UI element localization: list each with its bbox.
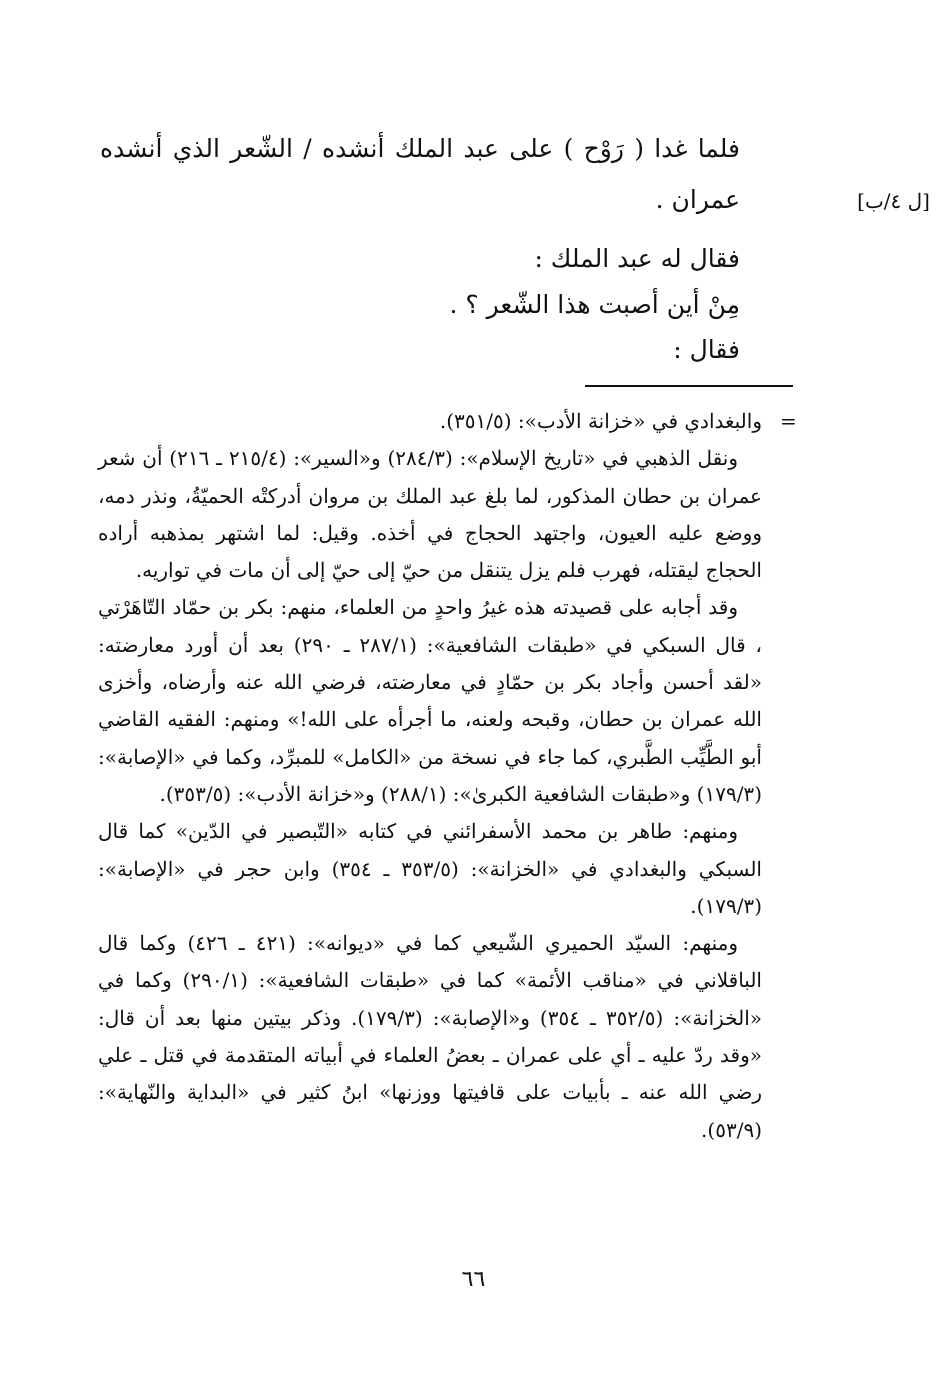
footnote-continuation-mark: = <box>780 409 797 433</box>
main-text-line-5: فقال : <box>673 335 740 364</box>
main-text-line-2: عمران . <box>655 185 740 214</box>
footnotes <box>98 403 762 1149</box>
footnote-paragraph: ومنهم: طاهر بن محمد الأسفرائني في كتابه «التّبصير في الدّين» كما قال السبكي والبغدادي في «الخزانة»: (٣٥٣/٥ ـ ٣٥٤) وابن حجر في «الإصابة»: (١٧٩/٣). <box>98 819 762 918</box>
main-text-line-1: فلما غدا ( رَوْح ) على عبد الملك أنشده / الشّعر الذي أنشده <box>100 134 740 163</box>
page-number: ٦٦ <box>461 1267 486 1292</box>
main-text-line-4: مِنْ أين أصبت هذا الشّعر ؟ . <box>449 290 740 319</box>
footnote-paragraph: ومنهم: السيّد الحميري الشّيعي كما في «ديوانه»: (٤٢١ ـ ٤٢٦) وكما قال الباقلاني في «مناقب الأئمة» كما في «طبقات الشافعية»: (٢٩٠/١) وكما في «الخزانة»: (٣٥٢/٥ ـ ٣٥٤) و«الإصابة»: (١٧٩/٣). وذكر بيتين منها بعد أن قال: «وقد ردّ عليه ـ أي على عمران ـ بعضُ العلماء في أبياته المتقدمة في قتل ـ علي رضي الله عنه ـ بأبيات على قافيتها ووزنها» ابنُ كثير في «البداية والنّهاية»: (٥٣/٩). <box>98 931 763 1142</box>
manuscript-folio-reference: [ل ٤/ب] <box>857 189 930 213</box>
main-text-line-3: فقال له عبد الملك : <box>534 244 740 273</box>
footnote-paragraph: ونقل الذهبي في «تاريخ الإسلام»: (٢٨٤/٣) و«السير»: (٢١٥/٤ ـ ٢١٦) أن شعر عمران بن حطان المذكور، لما بلغ عبد الملك بن مروان أدركتْه الحميّةُ، ونذر دمه، ووضع عليه العيون، واجتهد الحجاج في أخذه. وقيل: لما اشتهر بمذهبه أراده الحجاج ليقتله، فهرب فلم يزل يتنقل من حيّ إلى حيّ إلى أن مات في تواريه. <box>98 446 762 583</box>
footnote-paragraph: وقد أجابه على قصيدته هذه غيرُ واحدٍ من العلماء، منهم: بكر بن حمّاد التّاهَرْتي ، قال السبكي في «طبقات الشافعية»: (٢٨٧/١ ـ ٢٩٠) بعد أن أورد معارضته: «لقد أحسن وأجاد بكر بن حمّادٍ في معارضته، فرضي الله عنه وأرضاه، وأخزى الله عمران بن حطان، وقبحه ولعنه، ما أجرأه على الله!» ومنهم: الفقيه القاضي أبو الطَّيِّب الطَّبري، كما جاء في نسخة من «الكامل» للمبرِّد، وكما في «الإصابة»: (١٧٩/٣) و«طبقات الشافعية الكبرىٰ»: (٢٨٨/١) و«خزانة الأدب»: (٣٥٣/٥). <box>98 595 762 806</box>
footnote-separator <box>585 385 793 387</box>
footnote-paragraph: والبغدادي في «خزانة الأدب»: (٣٥١/٥). <box>439 409 762 433</box>
